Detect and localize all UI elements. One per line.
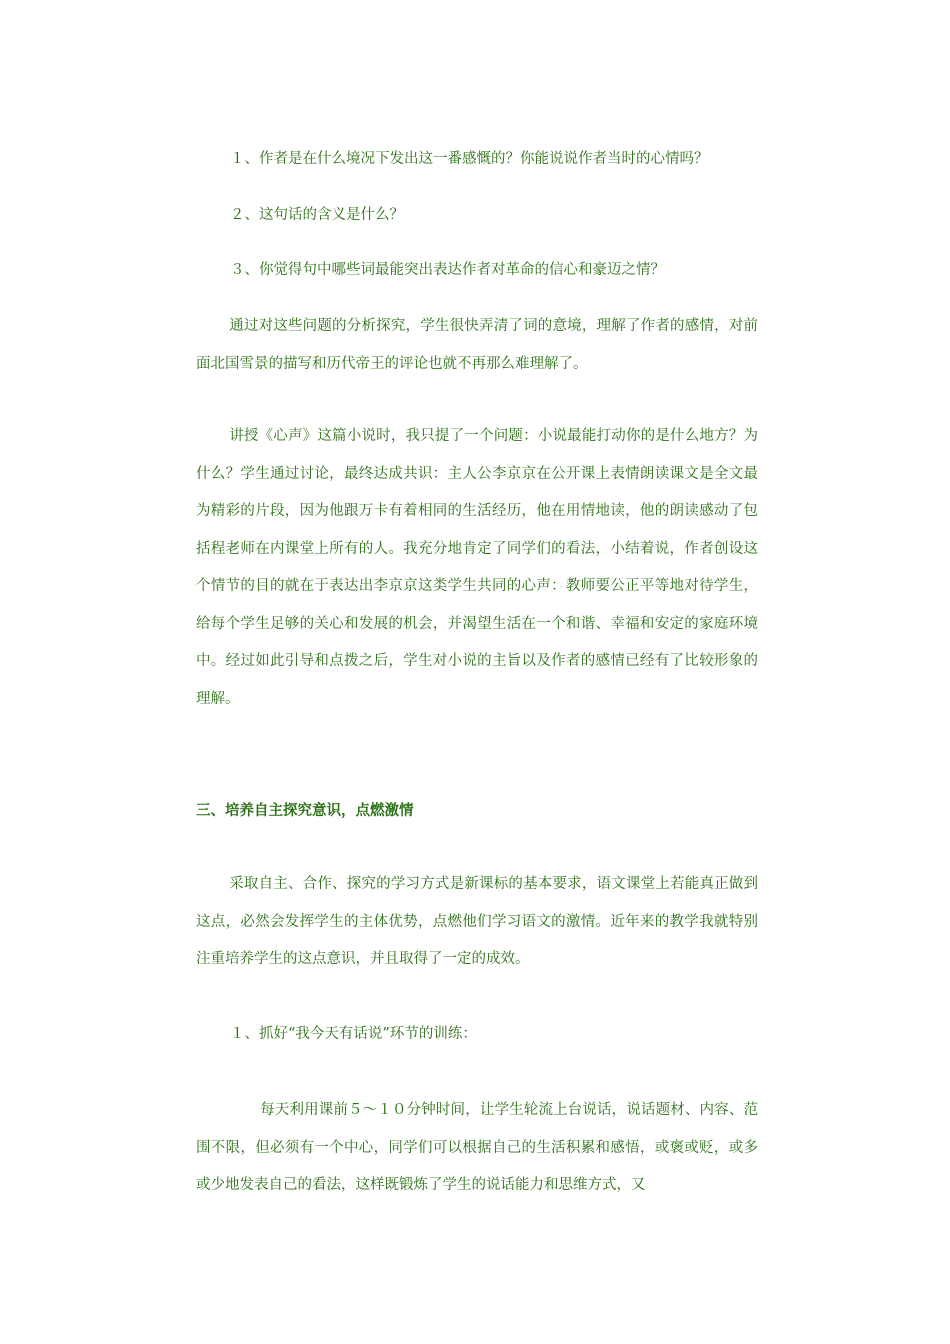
subheading-1: １、抓好“我今天有话说”环节的训练： bbox=[230, 1026, 477, 1042]
paragraph-3-text: 采取自主、合作、探究的学习方式是新课标的基本要求，语文课堂上若能真正做到这点，必然会发挥学生的主体优势，点燃他们学习语文的激情。近年来的教学我就特别注重培养学生的这点意识，并且取得了一定的成效。 bbox=[196, 876, 758, 967]
section-heading: 三、培养自主探究意识，点燃激情 bbox=[196, 802, 414, 819]
question-3: ３、你觉得句中哪些词最能突出表达作者对革命的信心和豪迈之情？ bbox=[230, 262, 665, 278]
paragraph-analysis-summary bbox=[196, 308, 758, 383]
question-1: １、作者是在什么境况下发出这一番感慨的？你能说说作者当时的心情吗？ bbox=[230, 151, 709, 167]
question-2: ２、这句话的含义是什么？ bbox=[230, 207, 404, 223]
paragraph-4-text: 每天利用课前５～１０分钟时间，让学生轮流上台说话，说话题材、内容、范围不限，但必须有一个中心，同学们可以根据自己的生活积累和感悟，或褒或贬，或多或少地发表自己的看法，这样既锻炼了学生的说话能力和思维方式，又 bbox=[196, 1102, 758, 1193]
paragraph-daily-speech bbox=[196, 1092, 758, 1205]
paragraph-2-text: 讲授《心声》这篇小说时，我只提了一个问题：小说最能打动你的是什么地方？为什么？学生通过讨论，最终达成共识：主人公李京京在公开课上表情朗读课文是全文最为精彩的片段，因为他跟万卡有着相同的生活经历，他在用情地读，他的朗读感动了包括程老师在内课堂上所有的人。我充分地肯定了同学们的看法，小结着说，作者创设这个情节的目的就在于表达出李京京这类学生共同的心声：教师要公正平等地对待学生，给每个学生足够的关心和发展的机会，并渴望生活在一个和谐、幸福和安定的家庭环境中。经过如此引导和点拨之后，学生对小说的主旨以及作者的感情已经有了比较形象的理解。 bbox=[196, 428, 758, 707]
paragraph-1-text: 通过对这些问题的分析探究，学生很快弄清了词的意境，理解了作者的感情，对前面北国雪景的描写和历代帝王的评论也就不再那么难理解了。 bbox=[196, 318, 758, 372]
paragraph-xinsheng-story bbox=[196, 418, 758, 718]
paragraph-autonomous-learning bbox=[196, 866, 758, 979]
